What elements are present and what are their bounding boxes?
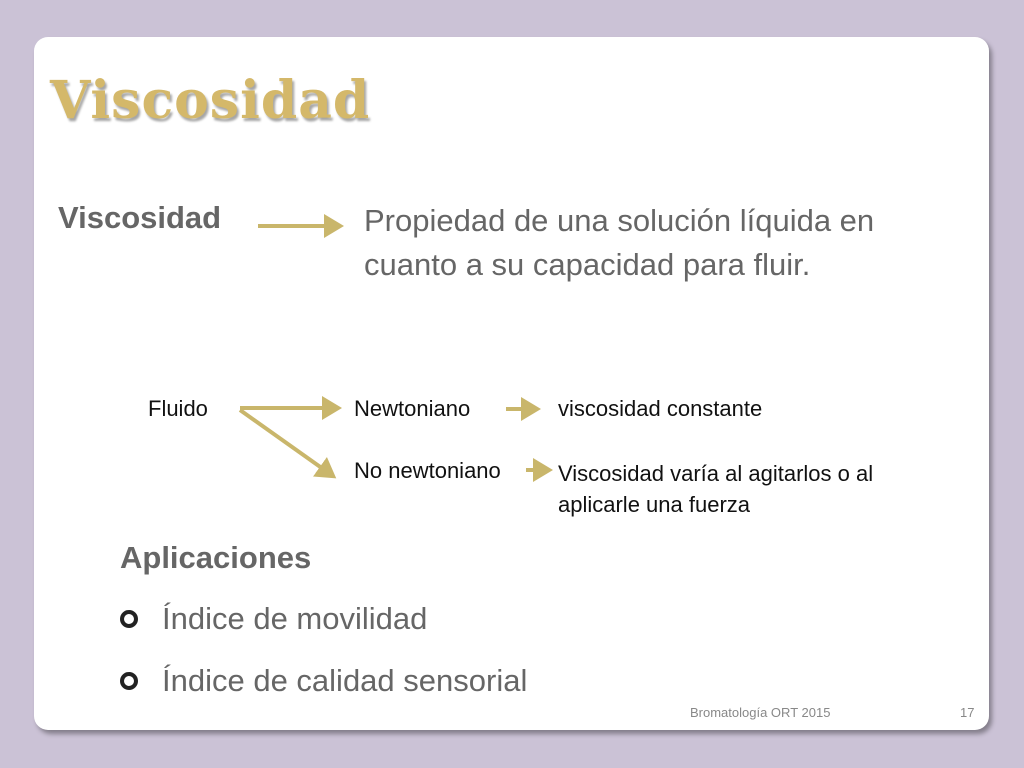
definition-text: Propiedad de una solución líquida en cuanto a su capacidad para fluir. — [364, 203, 875, 282]
slide-title: Viscosidad — [50, 70, 371, 131]
newtonian-description: viscosidad constante — [558, 396, 763, 421]
term-label: Viscosidad — [58, 200, 222, 235]
footer-text: Bromatología ORT 2015 — [690, 705, 831, 720]
application-item: Índice de calidad sensorial — [162, 663, 528, 698]
bullet-icon — [120, 672, 138, 690]
fluido-no-newtoniano-arrow — [240, 410, 333, 476]
applications-heading: Aplicaciones — [120, 540, 312, 575]
non-newtonian-description: Viscosidad varía al agitarlos o al aplicarle una fuerza — [558, 461, 874, 517]
list-item — [120, 663, 527, 699]
fluid-root-label: Fluido — [148, 396, 208, 421]
application-item: Índice de movilidad — [162, 601, 428, 636]
non-newtonian-label: No newtoniano — [354, 458, 501, 483]
list-item — [120, 601, 427, 637]
page-number: 17 — [960, 705, 975, 720]
newtonian-label: Newtoniano — [354, 396, 471, 421]
bullet-icon — [120, 610, 138, 628]
